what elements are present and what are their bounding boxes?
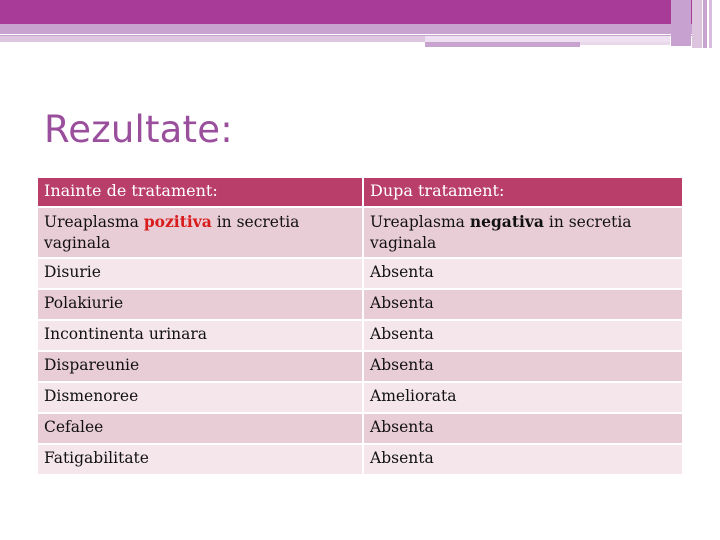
cell-text: Ureaplasma — [44, 213, 144, 231]
table-row — [37, 258, 683, 289]
highlight-positive: pozitiva — [143, 212, 212, 231]
cell-before: Dismenoree — [37, 382, 363, 413]
cell-after: Absenta — [363, 444, 683, 475]
header-after: Dupa tratament: — [363, 177, 683, 207]
header-before: Inainte de tratament: — [37, 177, 363, 207]
cell-before — [37, 207, 363, 258]
cell-before: Dispareunie — [37, 351, 363, 382]
table-row — [37, 382, 683, 413]
results-table — [36, 176, 684, 476]
cell-text: in secretia vaginala — [44, 213, 300, 252]
cell-text: Ureaplasma — [370, 213, 470, 231]
cell-after: Ameliorata — [363, 382, 683, 413]
header-bar-segment — [580, 42, 670, 45]
table-row — [37, 289, 683, 320]
cell-before: Fatigabilitate — [37, 444, 363, 475]
slide-title: Rezultate: — [44, 108, 233, 151]
header-divider — [0, 34, 702, 35]
table-header-row — [37, 177, 683, 207]
header-bar-end — [703, 0, 707, 48]
header-bar-end — [709, 0, 712, 48]
cell-before: Polakiurie — [37, 289, 363, 320]
table-row — [37, 207, 683, 258]
cell-before: Disurie — [37, 258, 363, 289]
table-row — [37, 413, 683, 444]
header-bar-end — [692, 0, 702, 48]
header-bar — [0, 0, 702, 24]
table-row — [37, 320, 683, 351]
cell-after — [363, 207, 683, 258]
cell-after: Absenta — [363, 289, 683, 320]
header-bar-segment — [425, 42, 580, 47]
highlight-negative: negativa — [469, 212, 544, 231]
cell-before: Cefalee — [37, 413, 363, 444]
table-row — [37, 351, 683, 382]
cell-text: in secretia vaginala — [370, 213, 632, 252]
cell-before: Incontinenta urinara — [37, 320, 363, 351]
header-bar-pale — [0, 36, 425, 42]
cell-after: Absenta — [363, 258, 683, 289]
cell-after: Absenta — [363, 413, 683, 444]
cell-after: Absenta — [363, 351, 683, 382]
table-row — [37, 444, 683, 475]
header-bar-end — [671, 0, 691, 46]
cell-after: Absenta — [363, 320, 683, 351]
